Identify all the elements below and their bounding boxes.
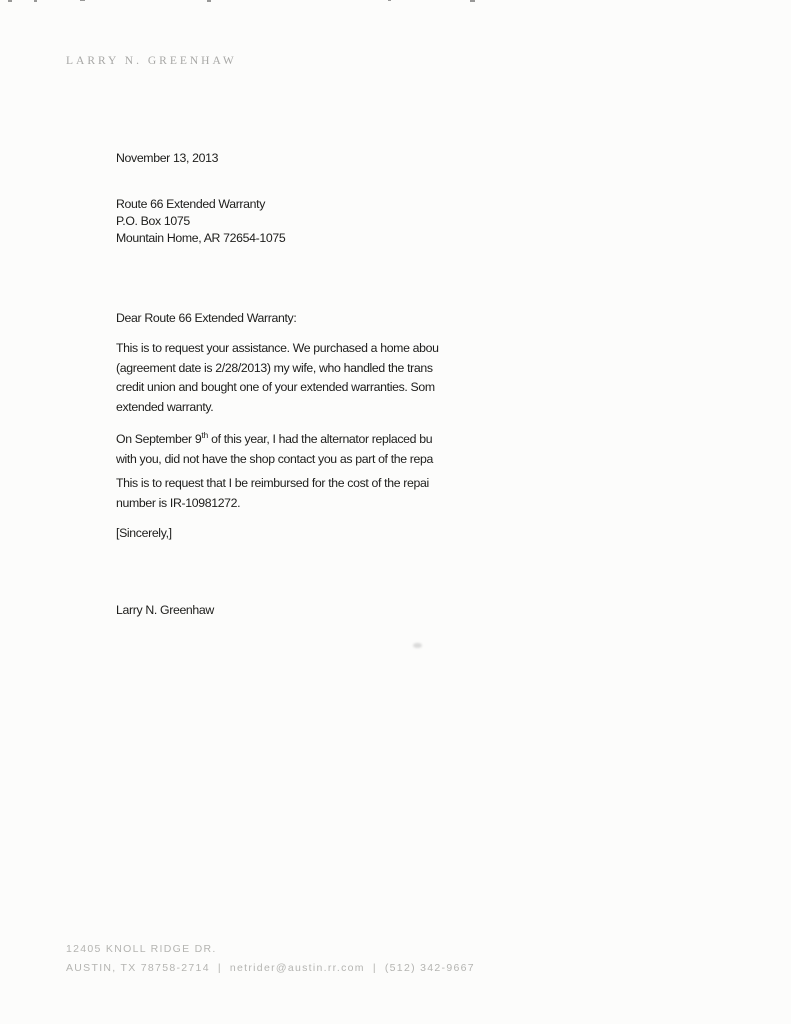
scan-artifact bbox=[80, 0, 85, 1]
letter-footer bbox=[66, 940, 475, 978]
paragraph-1-line: credit union and bought one of your extended warranties. Som bbox=[116, 380, 435, 394]
paragraph-1 bbox=[116, 339, 448, 417]
footer-street: 12405 KNOLL RIDGE DR. bbox=[66, 943, 217, 955]
recipient-po-box: P.O. Box 1075 bbox=[116, 214, 190, 228]
footer-separator: | bbox=[372, 962, 377, 974]
scan-artifact bbox=[34, 0, 37, 2]
paragraph-1-line: This is to request your assistance. We purchased a home abou bbox=[116, 341, 439, 355]
closing: [Sincerely,] bbox=[116, 526, 172, 540]
paragraph-3-line: This is to request that I be reimbursed for the cost of the repai bbox=[116, 476, 429, 490]
paragraph-2-text: On September 9 bbox=[116, 432, 202, 447]
signature-name: Larry N. Greenhaw bbox=[116, 603, 214, 617]
footer-email: netrider@austin.rr.com bbox=[229, 962, 365, 974]
paragraph-1-line: (agreement date is 2/28/2013) my wife, who handled the trans bbox=[116, 360, 433, 375]
paragraph-3-line: number is IR-10981272. bbox=[116, 495, 241, 510]
scan-artifact bbox=[207, 0, 211, 2]
recipient-name: Route 66 Extended Warranty bbox=[116, 197, 266, 211]
footer-city-state-zip: AUSTIN, TX 78758-2714 bbox=[66, 962, 210, 974]
recipient-address bbox=[116, 196, 285, 247]
scan-artifact bbox=[8, 0, 12, 2]
scan-smudge bbox=[413, 643, 422, 648]
paragraph-1-line: extended warranty. bbox=[116, 399, 214, 414]
paragraph-2-line bbox=[116, 426, 448, 450]
scan-artifact bbox=[388, 0, 391, 1]
paragraph-2 bbox=[116, 426, 448, 469]
letterhead-name: LARRY N. GREENHAW bbox=[66, 55, 237, 67]
paragraph-3 bbox=[116, 474, 448, 513]
footer-separator: | bbox=[217, 962, 222, 974]
footer-contact-line bbox=[66, 959, 475, 978]
recipient-city-state-zip: Mountain Home, AR 72654-1075 bbox=[116, 231, 286, 245]
paragraph-2-text: of this year, I had the alternator replaced bu bbox=[208, 432, 433, 447]
ordinal-superscript: th bbox=[201, 430, 209, 440]
letter-date: November 13, 2013 bbox=[116, 151, 219, 165]
salutation: Dear Route 66 Extended Warranty: bbox=[116, 311, 297, 325]
paragraph-2-line: with you, did not have the shop contact you as part of the repa bbox=[116, 451, 434, 466]
scan-artifact bbox=[470, 0, 475, 2]
footer-phone: (512) 342-9667 bbox=[384, 962, 475, 974]
